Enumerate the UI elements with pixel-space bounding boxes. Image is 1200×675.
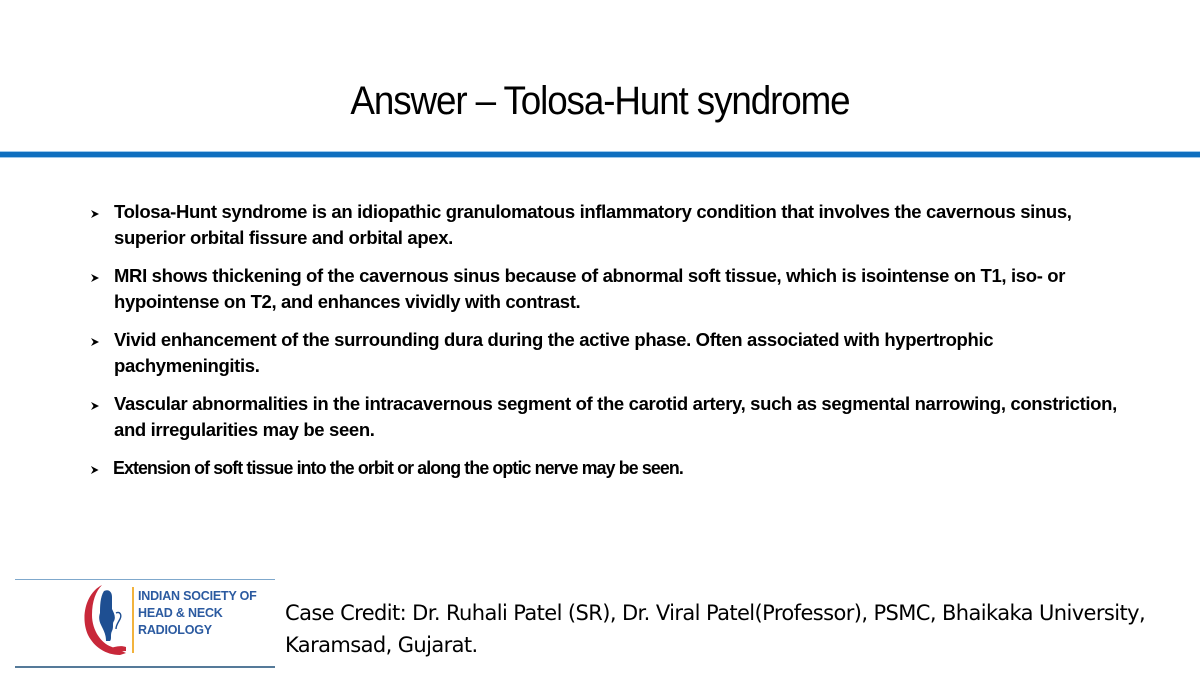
case-credit: Case Credit: Dr. Ruhali Patel (SR), Dr. Viral Patel(Professor), PSMC, Bhaikaka University, Karamsad, Gujarat. [285,601,1146,657]
logo-line: INDIAN SOCIETY OF [138,589,257,603]
logo-line: RADIOLOGY [138,623,212,637]
bullet-text: MRI shows thickening of the cavernous sinus because of abnormal soft tissue, which is isointense on T1, iso- or hypointense on T2, and enhances vividly with contrast. [114,265,1066,312]
society-logo [82,583,272,661]
bullet-item [88,455,1086,481]
bullet-item [88,327,1128,379]
arrowhead-bullet-icon [90,401,100,411]
bullet-text: Vivid enhancement of the surrounding dura during the active phase. Often associated with hypertrophic pachymeningitis. [114,329,994,376]
bullet-text: Extension of soft tissue into the orbit or along the optic nerve may be seen. [112,457,683,478]
bullet-text: Vascular abnormalities in the intracavernous segment of the carotid artery, such as segmental narrowing, constriction, and irregularities may be seen. [114,393,1117,440]
arrowhead-bullet-icon [90,465,100,475]
logo-text [138,588,257,639]
arrowhead-bullet-icon [90,337,100,347]
logo-line: HEAD & NECK [138,606,223,620]
arrowhead-bullet-icon [90,273,100,283]
slide-title: Answer – Tolosa-Hunt syndrome [350,79,850,123]
arrowhead-bullet-icon [90,209,100,219]
title-divider [0,152,1200,157]
bullet-text: Tolosa-Hunt syndrome is an idiopathic granulomatous inflammatory condition that involves the cavernous sinus, superior orbital fissure and orbital apex. [114,201,1072,248]
logo-divider [132,587,134,653]
bullet-list [88,199,1128,493]
bullet-item [88,391,1128,443]
head-and-hand-logo-icon [82,583,128,661]
footer-divider-bottom [15,666,275,668]
footer-divider-top [15,579,275,580]
bullet-item [88,263,1128,315]
bullet-item [88,199,1128,251]
